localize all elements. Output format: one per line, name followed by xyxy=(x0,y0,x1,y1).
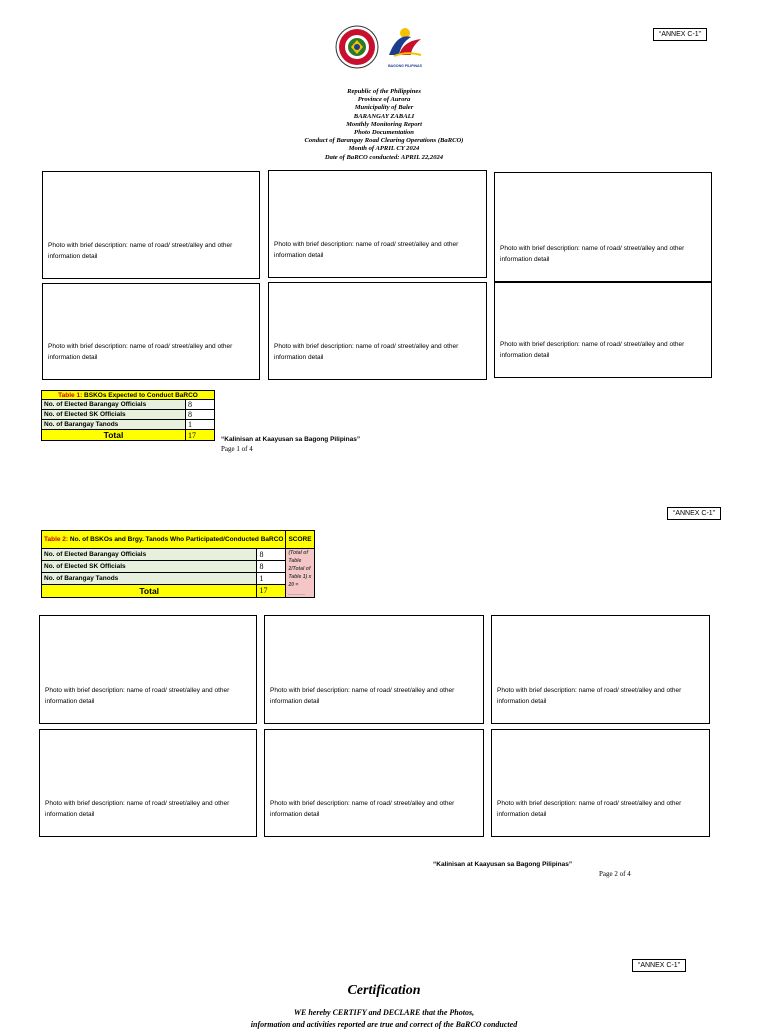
header-line: Municipality of Baler xyxy=(354,104,414,112)
header-line: Conduct of Barangay Road Clearing Operations (BaRCO) xyxy=(304,137,464,145)
table-row xyxy=(42,410,215,420)
table-2-bsko-participated xyxy=(41,530,315,598)
photo-caption: Photo with brief description: name of road/ street/alley and other information detail xyxy=(270,687,455,705)
table-1-title xyxy=(42,391,215,400)
photo-caption: Photo with brief description: name of road/ street/alley and other information detail xyxy=(497,687,682,705)
table-total-row xyxy=(42,584,315,597)
report-header xyxy=(0,88,768,162)
header-line: Month of APRIL CY 2024 xyxy=(348,145,420,153)
header-line: Republic of the Philippines xyxy=(347,88,421,95)
photo-caption: Photo with brief description: name of road/ street/alley and other information detail xyxy=(274,343,459,361)
bagong-pilipinas-logo xyxy=(385,25,425,67)
photo-caption: Photo with brief description: name of road/ street/alley and other information detail xyxy=(270,800,455,818)
photo-box[interactable] xyxy=(39,615,257,724)
table-row xyxy=(42,560,315,572)
row-label: No. of Barangay Tanods xyxy=(42,572,257,584)
photo-caption: Photo with brief description: name of road/ street/alley and other information detail xyxy=(48,343,233,361)
table-2-title-prefix: Table 2: xyxy=(44,535,69,543)
annex-label: “ANNEX C-1” xyxy=(653,28,707,41)
row-value[interactable]: 8 xyxy=(257,549,286,561)
table-total-row xyxy=(42,430,215,441)
photo-box[interactable] xyxy=(268,282,487,380)
photo-box[interactable] xyxy=(42,283,260,380)
photo-box[interactable] xyxy=(264,615,484,724)
header-line: BARANGAY ZABALI xyxy=(353,112,415,120)
photo-caption: Photo with brief description: name of road/ street/alley and other information detail xyxy=(45,800,230,818)
certification-title: Certification xyxy=(347,983,421,998)
row-label: No. of Elected Barangay Officials xyxy=(42,549,257,561)
photo-box[interactable] xyxy=(491,729,710,837)
page-number: Page 2 of 4 xyxy=(599,870,631,878)
total-value[interactable]: 17 xyxy=(186,430,215,441)
bagong-pilipinas-text: BAGONG PILIPINAS xyxy=(388,64,422,68)
row-value[interactable]: 8 xyxy=(257,560,286,572)
row-value[interactable]: 1 xyxy=(257,572,286,584)
table-2-title xyxy=(42,531,286,549)
photo-caption: Photo with brief description: name of road/ street/alley and other information detail xyxy=(45,687,230,705)
table-2-title-text: No. of BSKOs and Brgy. Tanods Who Participated/Conducted BaRCO xyxy=(68,535,284,543)
slogan: “Kalinisan at Kaayusan sa Bagong Pilipinas” xyxy=(221,436,361,443)
row-label: No. of Barangay Tanods xyxy=(42,420,186,430)
photo-box[interactable] xyxy=(264,729,484,837)
row-label: No. of Elected SK Officials xyxy=(42,560,257,572)
photo-box[interactable] xyxy=(494,282,712,378)
annex-label: “ANNEX C-1” xyxy=(667,507,721,520)
table-row xyxy=(42,420,215,430)
header-line: Monthly Monitoring Report xyxy=(346,120,422,128)
certification-line: WE hereby CERTIFY and DECLARE that the Photos, xyxy=(293,1008,475,1017)
table-row xyxy=(42,400,215,410)
photo-caption: Photo with brief description: name of road/ street/alley and other information detail xyxy=(274,241,459,259)
total-label: Total xyxy=(42,584,257,597)
table-1-title-text: BSKOs Expected to Conduct BaRCO xyxy=(82,391,198,399)
photo-caption: Photo with brief description: name of road/ street/alley and other information detail xyxy=(500,341,685,359)
table-1-title-prefix: Table 1: xyxy=(58,391,83,399)
row-value[interactable]: 1 xyxy=(186,420,215,430)
row-label: No. of Elected Barangay Officials xyxy=(42,400,186,410)
table-1-bsko-expected xyxy=(41,390,215,441)
total-value[interactable]: 17 xyxy=(257,584,286,597)
score-header: SCORE xyxy=(286,531,314,549)
photo-box[interactable] xyxy=(39,729,257,837)
photo-box[interactable] xyxy=(42,171,260,279)
row-value[interactable]: 8 xyxy=(186,400,215,410)
slogan: “Kalinisan at Kaayusan sa Bagong Pilipinas” xyxy=(433,861,573,868)
row-value[interactable]: 8 xyxy=(186,410,215,420)
table-row xyxy=(42,549,315,561)
photo-caption: Photo with brief description: name of road/ street/alley and other information detail xyxy=(48,242,233,260)
annex-label: “ANNEX C-1” xyxy=(632,959,686,972)
score-formula[interactable]: (Total of Table 2/Total of Table 1) x 20 = ______ xyxy=(286,549,314,598)
table-row xyxy=(42,572,315,584)
photo-caption: Photo with brief description: name of road/ street/alley and other information detail xyxy=(497,800,682,818)
barangay-seal-logo xyxy=(335,25,379,69)
header-line: Photo Documentation xyxy=(354,129,414,137)
header-line: Date of BaRCO conducted: APRIL 22,2024 xyxy=(324,153,444,161)
photo-box[interactable] xyxy=(268,170,487,278)
photo-caption: Photo with brief description: name of road/ street/alley and other information detail xyxy=(500,245,685,263)
certification-line: information and activities reported are true and correct of the BaRCO conducted xyxy=(250,1020,518,1029)
row-label: No. of Elected SK Officials xyxy=(42,410,186,420)
page-number: Page 1 of 4 xyxy=(221,445,253,453)
photo-box[interactable] xyxy=(494,172,712,282)
total-label: Total xyxy=(42,430,186,441)
photo-box[interactable] xyxy=(491,615,710,724)
header-line: Province of Aurora xyxy=(357,96,411,104)
